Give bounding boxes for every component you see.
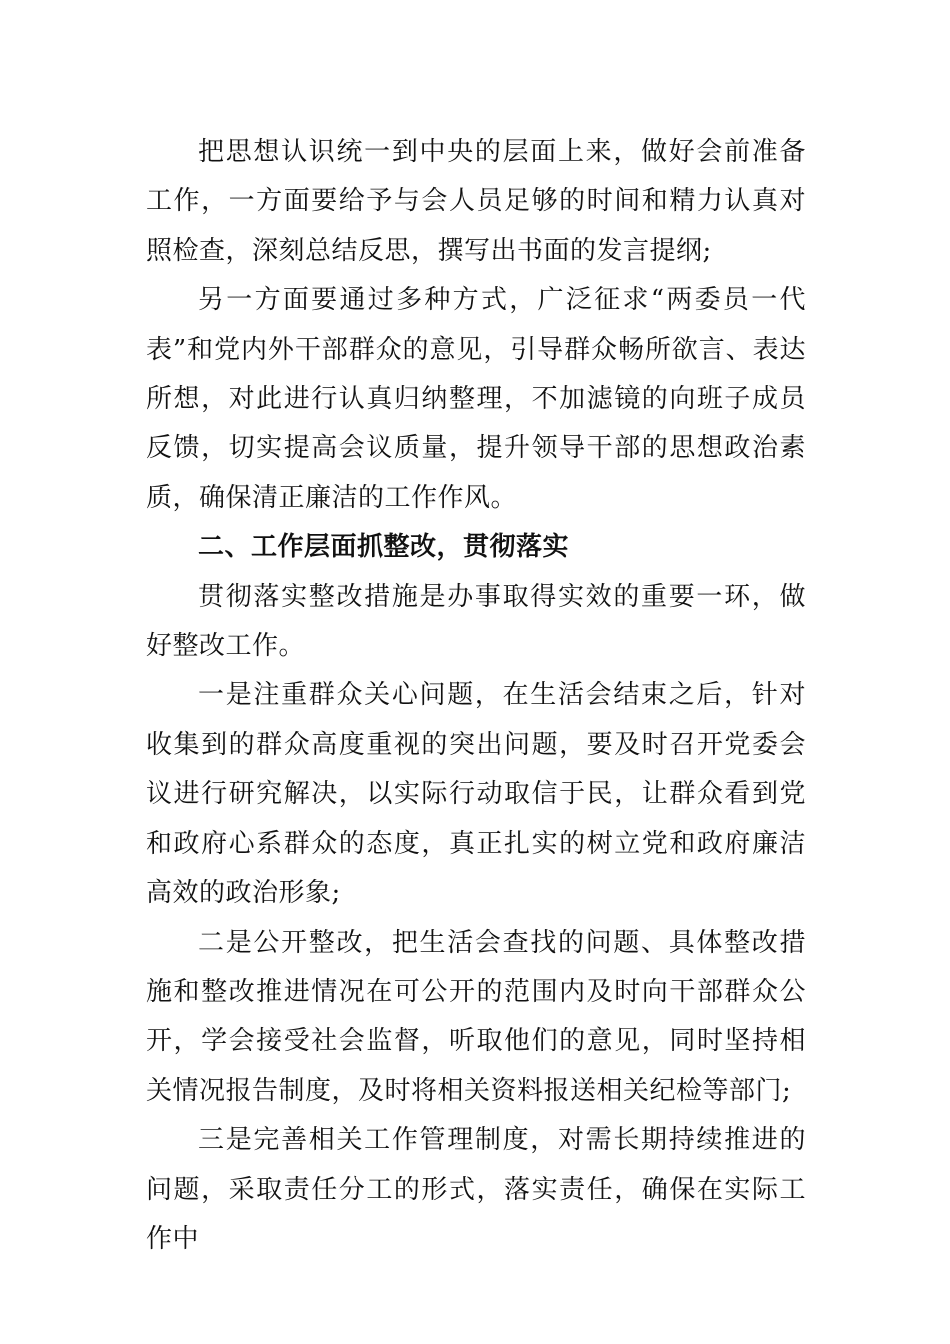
paragraph-point-one: 一是注重群众关心问题，在生活会结束之后，针对收集到的群众高度重视的突出问题，要及时召开党委会议进行研究解决，以实际行动取信于民，让群众看到党和政府心系群众的态度，真正扎实的树立党和政府廉洁高效的政治形象;: [146, 680, 806, 909]
paragraph-point-two: 二是公开整改，把生活会查找的问题、具体整改措施和整改推进情况在可公开的范围内及时向干部群众公开，学会接受社会监督，听取他们的意见，同时坚持相关情况报告制度，及时将相关资料报送相关纪检等部门;: [146, 927, 806, 1106]
paragraph-preparation: 把思想认识统一到中央的层面上来，做好会前准备工作，一方面要给予与会人员足够的时间和精力认真对照检查，深刻总结反思，撰写出书面的发言提纲;: [146, 137, 806, 266]
section-heading-rectification: 二、工作层面抓整改，贯彻落实: [198, 532, 570, 563]
paragraph-point-three: 三是完善相关工作管理制度，对需长期持续推进的问题，采取责任分工的形式，落实责任，确保在实际工作中: [146, 1125, 806, 1254]
document-page: [146, 128, 806, 1264]
paragraph-solicit-opinions: 另一方面要通过多种方式，广泛征求“两委员一代表”和党内外干部群众的意见，引导群众畅所欲言、表达所想，对此进行认真归纳整理，不加滤镜的向班子成员反馈，切实提高会议质量，提升领导干部的思想政治素质，确保清正廉洁的工作作风。: [146, 285, 806, 513]
paragraph-rectification-intro: 贯彻落实整改措施是办事取得实效的重要一环，做好整改工作。: [146, 581, 806, 662]
